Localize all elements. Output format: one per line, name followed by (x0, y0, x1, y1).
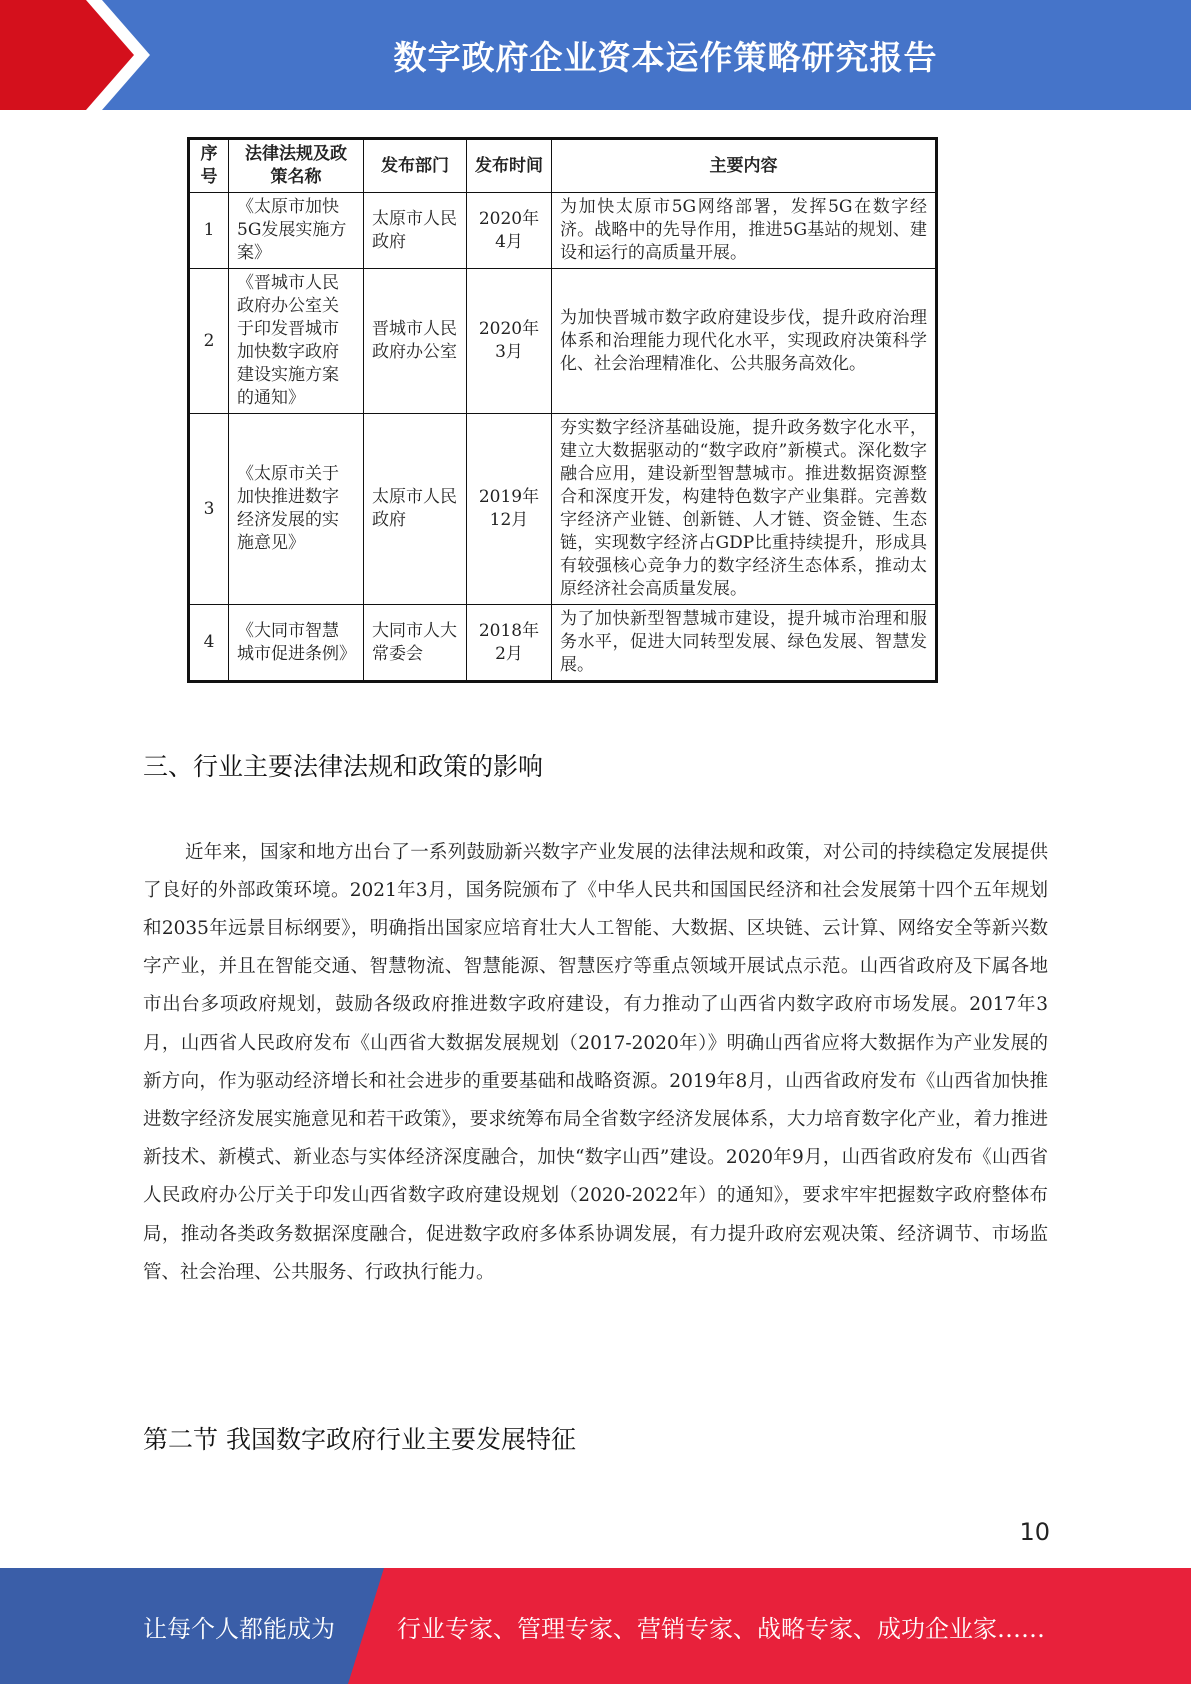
row-no: 1 (189, 193, 229, 269)
row-no: 4 (189, 605, 229, 682)
row-dept: 晋城市人民政府办公室 (364, 269, 467, 414)
col-header-no: 序号 (189, 139, 229, 193)
col-header-name: 法律法规及政策名称 (229, 139, 364, 193)
row-content: 为加快晋城市数字政府建设步伐，提升政府治理体系和治理能力现代化水平，实现政府决策科学化、社会治理精准化、公共服务高效化。 (552, 269, 937, 414)
header-arrow-decoration (0, 0, 160, 110)
section-heading: 三、行业主要法律法规和政策的影响 (143, 752, 544, 781)
report-title: 数字政府企业资本运作策略研究报告 (393, 37, 938, 77)
table-row (189, 414, 937, 605)
page-footer (0, 1568, 1191, 1684)
policy-table (187, 137, 938, 683)
row-dept: 太原市人民政府 (364, 193, 467, 269)
row-name: 《大同市智慧城市促进条例》 (229, 605, 364, 682)
policy-table-wrapper (187, 137, 938, 683)
row-no: 3 (189, 414, 229, 605)
row-time: 2019年12月 (467, 414, 552, 605)
chapter-section-title: 第二节 我国数字政府行业主要发展特征 (143, 1425, 576, 1454)
row-content: 夯实数字经济基础设施，提升政务数字化水平，建立大数据驱动的“数字政府”新模式。深化数字融合应用，建设新型智慧城市。推进数据资源整合和深度开发，构建特色数字产业集群。完善数字经济产业链、创新链、人才链、资金链、生态链，实现数字经济占GDP比重持续提升，形成具有较强核心竞争力的数字经济生态体系，推动太原经济社会高质量发展。 (552, 414, 937, 605)
row-dept: 太原市人民政府 (364, 414, 467, 605)
col-header-time: 发布时间 (467, 139, 552, 193)
page-header (0, 0, 1191, 110)
table-row (189, 605, 937, 682)
table-row (189, 193, 937, 269)
footer-slogan-left: 让每个人都能成为 (143, 1614, 335, 1643)
table-header-row (189, 139, 937, 193)
row-no: 2 (189, 269, 229, 414)
col-header-content: 主要内容 (552, 139, 937, 193)
col-header-dept: 发布部门 (364, 139, 467, 193)
row-time: 2018年2月 (467, 605, 552, 682)
row-time: 2020年4月 (467, 193, 552, 269)
row-content: 为加快太原市5G网络部署，发挥5G在数字经济。战略中的先导作用，推进5G基站的规划、建设和运行的高质量开展。 (552, 193, 937, 269)
section-paragraph: 近年来，国家和地方出台了一系列鼓励新兴数字产业发展的法律法规和政策，对公司的持续稳定发展提供了良好的外部政策环境。2021年3月，国务院颁布了《中华人民共和国国民经济和社会发展第十四个五年规划和2035年远景目标纲要》，明确指出国家应培育壮大人工智能、大数据、区块链、云计算、网络安全等新兴数字产业，并且在智能交通、智慧物流、智慧能源、智慧医疗等重点领域开展试点示范。山西省政府及下属各地市出台多项政府规划，鼓励各级政府推进数字政府建设，有力推动了山西省内数字政府市场发展。2017年3月，山西省人民政府发布《山西省大数据发展规划（2017-2020年）》明确山西省应将大数据作为产业发展的新方向，作为驱动经济增长和社会进步的重要基础和战略资源。2019年8月，山西省政府发布《山西省加快推进数字经济发展实施意见和若干政策》，要求统筹布局全省数字经济发展体系，大力培育数字化产业，着力推进新技术、新模式、新业态与实体经济深度融合，加快“数字山西”建设。2020年9月，山西省政府发布《山西省人民政府办公厅关于印发山西省数字政府建设规划（2020-2022年）的通知》，要求牢牢把握数字政府整体布局，推动各类政务数据深度融合，促进数字政府多体系协调发展，有力提升政府宏观决策、经济调节、市场监管、社会治理、公共服务、行政执行能力。 (143, 841, 1048, 1283)
row-name: 《太原市关于加快推进数字经济发展的实施意见》 (229, 414, 364, 605)
row-time: 2020年3月 (467, 269, 552, 414)
row-dept: 大同市人大常委会 (364, 605, 467, 682)
page-number: 10 (1019, 1518, 1050, 1546)
row-content: 为了加快新型智慧城市建设，提升城市治理和服务水平，促进大同转型发展、绿色发展、智慧发展。 (552, 605, 937, 682)
footer-slogan-right: 行业专家、管理专家、营销专家、战略专家、成功企业家…… (397, 1614, 1045, 1643)
row-name: 《晋城市人民政府办公室关于印发晋城市加快数字政府建设实施方案的通知》 (229, 269, 364, 414)
row-name: 《太原市加快5G发展实施方案》 (229, 193, 364, 269)
table-row (189, 269, 937, 414)
